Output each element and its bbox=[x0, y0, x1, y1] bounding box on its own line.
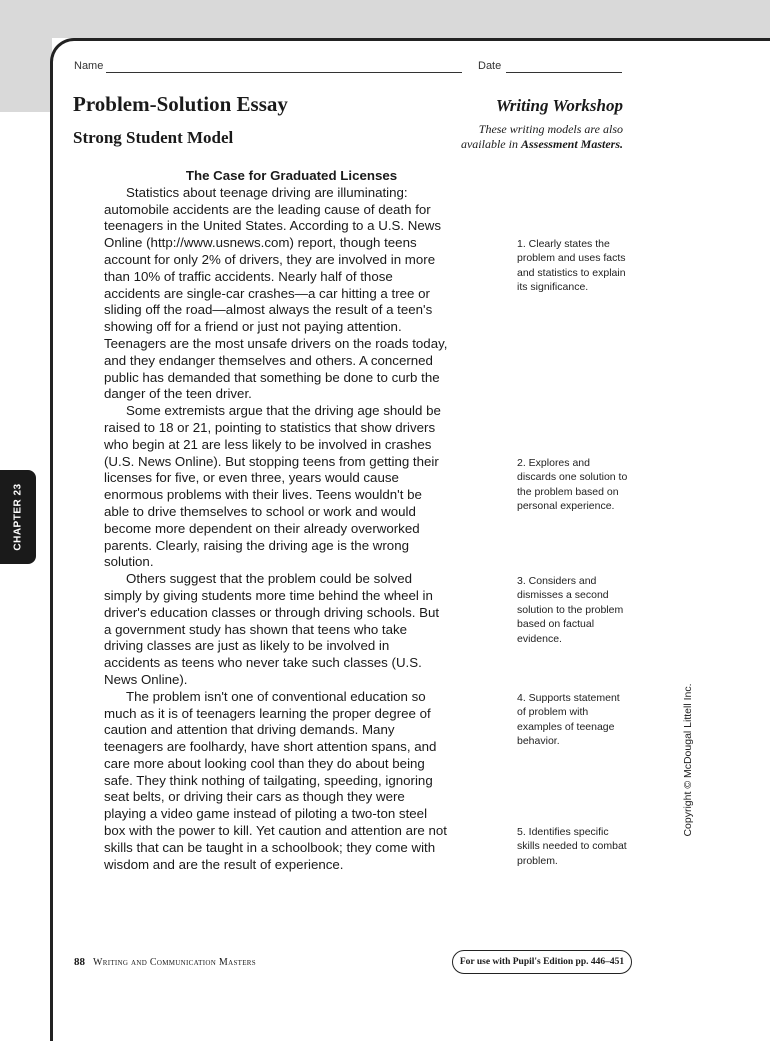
page-subtitle: Strong Student Model bbox=[73, 128, 234, 147]
copyright-notice: Copyright © McDougal Littell Inc. bbox=[682, 683, 694, 837]
essay-heading: The Case for Graduated Licenses bbox=[185, 168, 398, 183]
annotation-5: 5. Identifies specific skills needed to combat problem. bbox=[517, 826, 627, 867]
date-field-line[interactable] bbox=[506, 72, 622, 73]
essay-paragraph-3: Others suggest that the problem could be solved simply by giving students more time behind the wheel in driver's education classes or through driving schools. But a government study has shown that teens who take driving classes are just as likely to be involved in accidents as teens who never take such classes (U.S. News Online). bbox=[104, 571, 440, 687]
page-title: Problem-Solution Essay bbox=[73, 92, 288, 116]
essay-body bbox=[104, 168, 449, 873]
annotation-4: 4. Supports statement of problem with examples of teenage behavior. bbox=[517, 692, 620, 748]
annotation-2: 2. Explores and discards one solution to the problem based on personal experience. bbox=[517, 457, 628, 513]
note-bold: Assessment Masters. bbox=[520, 137, 623, 151]
top-gray-band bbox=[0, 0, 770, 38]
page-number: 88 bbox=[74, 956, 85, 968]
note-line-2 bbox=[461, 137, 623, 152]
chapter-tab bbox=[0, 470, 36, 564]
chapter-tab-label: CHAPTER 23 bbox=[12, 483, 24, 551]
annotation-1: 1. Clearly states the problem and uses facts and statistics to explain its significance. bbox=[517, 238, 626, 294]
note-prefix: available in bbox=[460, 137, 521, 151]
pupil-edition-badge: For use with Pupil's Edition pp. 446–451 bbox=[452, 950, 632, 974]
essay-paragraph-2: Some extremists argue that the driving age should be raised to 18 or 21, pointing to statistics that show drivers who begin at 21 are less likely to be involved in crashes (U.S. News Online). But stopping teens from getting their licenses for five, or even three, years would cause enormous problems with their lives. Teens wouldn't be able to drive themselves to school or work and would become more dependent on their already overworked parents. Clearly, raising the driving age is the wrong solution. bbox=[104, 403, 441, 570]
note-line-1: These writing models are also bbox=[478, 122, 623, 136]
availability-note bbox=[461, 122, 623, 152]
book-title: Writing and Communication Masters bbox=[93, 957, 256, 968]
left-gray-band bbox=[0, 0, 52, 112]
annotation-3: 3. Considers and dismisses a second solution to the problem based on factual evidence. bbox=[517, 575, 624, 645]
name-field-line[interactable] bbox=[106, 72, 462, 73]
date-label: Date bbox=[478, 60, 502, 72]
essay-paragraph-1: Statistics about teenage driving are illuminating: automobile accidents are the leading cause of death for teenagers in the United States. According to a U.S. News Online (http://www.usnews.com) report, though teens account for only 2% of drivers, they are involved in more than 10% of traffic accidents. Nearly half of those accidents are single-car crashes—a car hitting a tree or sliding off the road—almost always the result of a teen's showing off for a friend or just not paying attention. Teenagers are the most unsafe drivers on the roads today, and they endanger themselves and others. A concerned public has demanded that something be done to curb the danger of the teen driver. bbox=[104, 184, 448, 402]
name-label: Name bbox=[74, 60, 104, 72]
essay-paragraph-4: The problem isn't one of conventional education so much as it is of teenagers learning the proper degree of caution and attention that driving demands. Many teenagers are foolhardy, have short attention spans, and care more about looking cool than they do about being safe. They think nothing of tailgating, speeding, ignoring seat belts, or driving their cars as though they were playing a video game instead of piloting a two-ton steel box with the power to kill. Yet caution and attention are not skills that can be taught in a schoolbook; they come with wisdom and are the result of experience. bbox=[104, 688, 447, 872]
section-label: Writing Workshop bbox=[495, 96, 623, 115]
footer-left bbox=[74, 956, 256, 968]
